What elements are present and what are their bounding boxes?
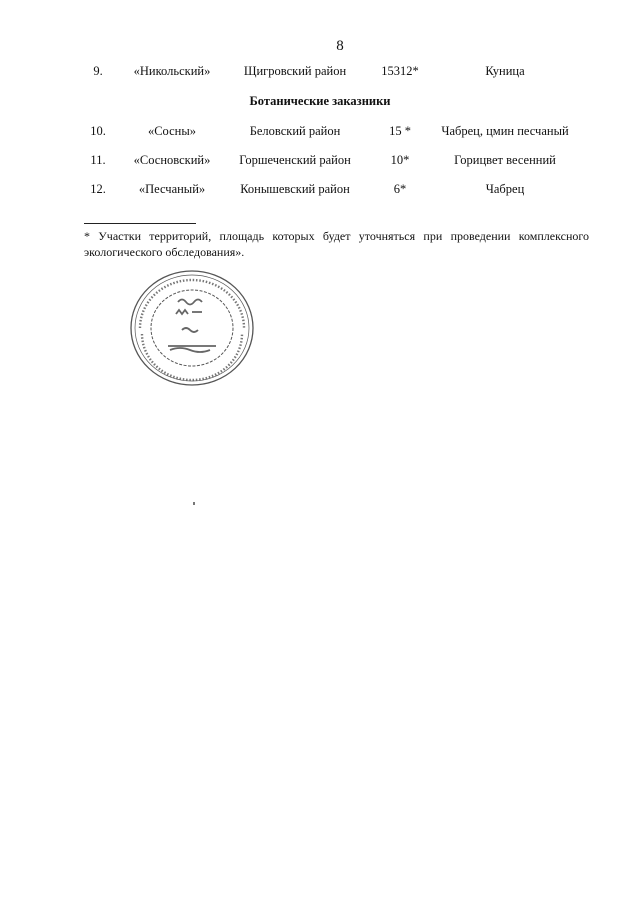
page-number: 8 bbox=[336, 38, 344, 54]
preserve-name: «Сосны» bbox=[147, 124, 197, 138]
scan-speck bbox=[193, 502, 195, 505]
table-row bbox=[0, 64, 640, 82]
protected-species: Горицвет весенний bbox=[454, 153, 556, 167]
row-number: 11. bbox=[90, 153, 106, 167]
footnote: * Участки территорий, площадь которых будет уточняться при проведении комплексного экологического обследования». bbox=[84, 229, 589, 259]
row-number: 12. bbox=[90, 182, 106, 196]
area: 6* bbox=[393, 182, 407, 196]
row-number: 9. bbox=[93, 64, 103, 78]
protected-species: Чабрец, цмин песчаный bbox=[441, 124, 569, 138]
protected-species: Куница bbox=[485, 64, 525, 78]
official-seal-stamp bbox=[128, 268, 256, 388]
district: Конышевский район bbox=[240, 182, 350, 196]
preserve-name: «Никольский» bbox=[133, 64, 211, 78]
area: 15312* bbox=[381, 64, 419, 78]
district: Горшеченский район bbox=[239, 153, 351, 167]
section-heading: Ботанические заказники bbox=[249, 94, 391, 108]
footnote-rule bbox=[84, 223, 196, 224]
district: Беловский район bbox=[249, 124, 341, 138]
district: Щигровский район bbox=[243, 64, 347, 78]
area: 10* bbox=[390, 153, 410, 167]
preserve-name: «Сосновский» bbox=[133, 153, 211, 167]
table-row bbox=[0, 182, 640, 200]
table-row bbox=[0, 153, 640, 171]
protected-species: Чабрец bbox=[485, 182, 525, 196]
area: 15 * bbox=[389, 124, 411, 138]
preserve-name: «Песчаный» bbox=[138, 182, 206, 196]
row-number: 10. bbox=[90, 124, 106, 138]
table-row bbox=[0, 124, 640, 142]
